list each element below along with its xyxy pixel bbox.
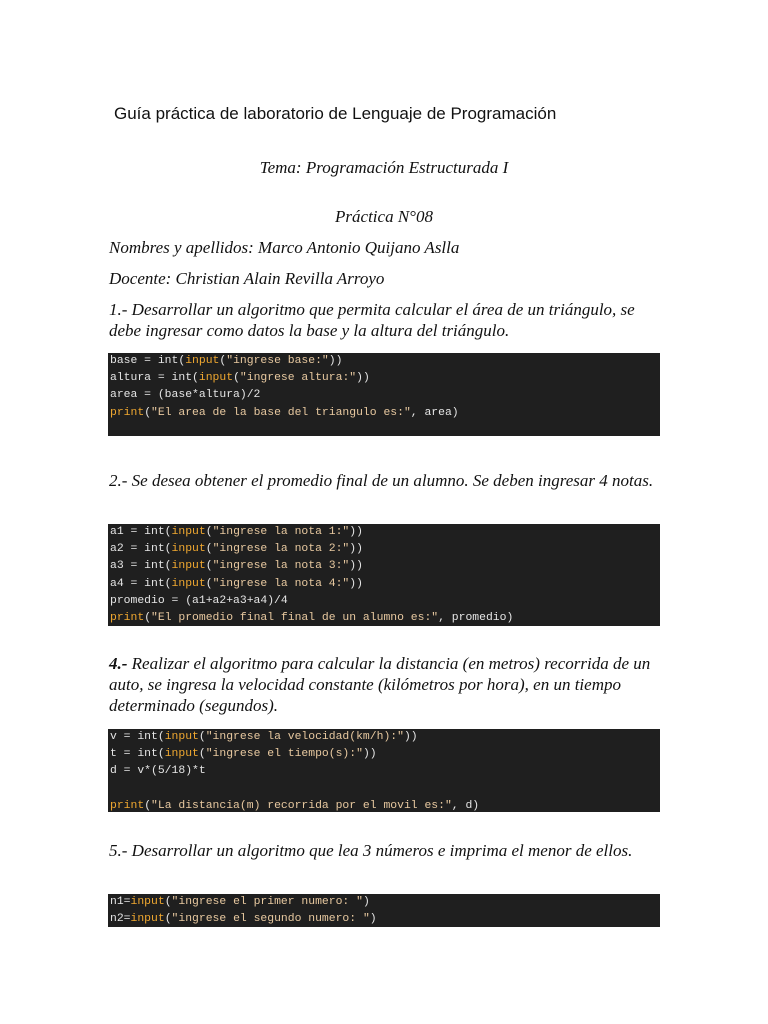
code-text: ) — [362, 896, 370, 908]
code-text: , promedio) — [438, 611, 514, 624]
code-string: "ingrese la nota 1:" — [212, 526, 350, 538]
code-line — [110, 781, 660, 798]
code-line — [110, 763, 660, 780]
code-text: , area) — [410, 406, 459, 419]
code-line — [110, 576, 660, 593]
code-text: ) — [369, 913, 377, 926]
code-line — [110, 387, 660, 404]
code-keyword: print — [110, 611, 145, 624]
code-keyword: input — [171, 577, 206, 590]
code-line — [110, 894, 660, 911]
exercise-4-text: Realizar el algoritmo para calcular la distancia (en metros) recorrida de un auto, se ingresa la velocidad constante (kilómetros por hora), en un tiempo determinado (segundos). — [109, 654, 651, 715]
code-text: )) — [328, 355, 343, 367]
code-text: n1= — [110, 896, 131, 908]
code-text: base = int( — [110, 355, 186, 367]
code-text: )) — [362, 748, 377, 761]
code-string: "ingrese altura:" — [239, 372, 357, 385]
code-text: d = v*(5/18)*t — [110, 765, 206, 778]
code-line — [110, 911, 660, 927]
code-string: "ingrese la velocidad(km/h):" — [205, 731, 404, 743]
code-text: area = (base*altura)/2 — [110, 389, 261, 402]
code-text: )) — [349, 560, 363, 573]
code-text: ( — [198, 731, 206, 743]
code-text: a4 = int( — [110, 577, 172, 590]
practice-number: Práctica N°08 — [335, 207, 433, 226]
code-line — [110, 405, 660, 422]
code-text: ( — [205, 577, 213, 590]
code-line — [110, 593, 660, 610]
code-text: )) — [349, 526, 363, 538]
code-string: "ingrese la nota 2:" — [212, 543, 350, 556]
document-title: Guía práctica de laboratorio de Lenguaje de Programación — [114, 104, 557, 123]
code-line — [110, 558, 660, 575]
code-text: ( — [205, 526, 213, 538]
code-string: "ingrese el primer numero: " — [171, 896, 363, 908]
code-keyword: print — [110, 799, 145, 812]
exercise-5-text: Desarrollar un algoritmo que lea 3 números e imprima el menor de ellos. — [127, 841, 633, 860]
exercise-2-prefix: 2.- — [109, 471, 128, 490]
code-text: , d) — [451, 799, 480, 812]
code-string: "El area de la base del triangulo es:" — [151, 406, 411, 419]
code-string: "ingrese el segundo numero: " — [171, 913, 370, 926]
code-text: promedio = (a1+a2+a3+a4)/4 — [110, 594, 288, 607]
code-text: a3 = int( — [110, 560, 172, 573]
exercise-4-statement — [109, 653, 669, 716]
code-line — [110, 729, 660, 746]
code-text: ( — [233, 372, 240, 385]
exercise-2-code — [108, 524, 660, 626]
exercise-1-statement — [109, 299, 669, 341]
code-keyword: input — [185, 355, 220, 367]
code-text: )) — [349, 577, 363, 590]
code-keyword: input — [171, 526, 206, 538]
code-text: v = int( — [110, 731, 165, 743]
code-keyword: input — [171, 543, 206, 556]
code-text: ( — [144, 406, 152, 419]
code-keyword: input — [130, 896, 165, 908]
exercise-5-statement — [109, 840, 669, 861]
code-string: "ingrese la nota 3:" — [212, 560, 350, 573]
code-line — [110, 370, 660, 387]
exercise-2-text: Se desea obtener el promedio final de un alumno. Se deben ingresar 4 notas. — [127, 471, 654, 490]
code-text: ( — [164, 913, 172, 926]
code-text: a1 = int( — [110, 526, 172, 538]
code-keyword: input — [171, 560, 206, 573]
code-keyword: print — [110, 406, 145, 419]
code-text: )) — [356, 372, 370, 385]
code-text: ( — [219, 355, 227, 367]
code-text: ( — [144, 611, 152, 624]
code-text: ( — [198, 748, 206, 761]
code-line — [110, 353, 660, 370]
exercise-2-statement — [109, 470, 669, 491]
code-line — [110, 524, 660, 541]
code-text: )) — [403, 731, 418, 743]
code-string: "ingrese la nota 4:" — [212, 577, 350, 590]
code-keyword: input — [130, 913, 165, 926]
exercise-5-prefix: 5.- — [109, 841, 128, 860]
code-text: ( — [205, 543, 213, 556]
student-names: Nombres y apellidos: Marco Antonio Quijano Aslla — [109, 238, 460, 257]
code-text: altura = int( — [110, 372, 199, 385]
code-text: t = int( — [110, 748, 165, 761]
code-string: "ingrese base:" — [226, 355, 329, 367]
topic-line: Tema: Programación Estructurada I — [259, 158, 509, 177]
exercise-4-prefix: 4.- — [109, 654, 128, 673]
code-string: "La distancia(m) recorrida por el movil es:" — [151, 799, 452, 812]
exercise-1-prefix: 1.- — [109, 300, 128, 319]
code-text: ( — [205, 560, 213, 573]
code-line — [110, 541, 660, 558]
code-string: "ingrese el tiempo(s):" — [205, 748, 363, 761]
code-text: a2 = int( — [110, 543, 172, 556]
exercise-4-code — [108, 729, 660, 812]
code-text: ( — [164, 896, 172, 908]
code-text: n2= — [110, 913, 131, 926]
code-line — [110, 610, 660, 626]
code-text: )) — [349, 543, 363, 556]
teacher-name: Docente: Christian Alain Revilla Arroyo — [109, 269, 385, 288]
code-text: ( — [144, 799, 152, 812]
code-line — [110, 746, 660, 763]
code-keyword: input — [164, 731, 199, 743]
code-line — [110, 798, 660, 812]
exercise-1-text: Desarrollar un algoritmo que permita calcular el área de un triángulo, se debe ingresar como datos la base y la altura del triángulo. — [109, 300, 635, 340]
code-keyword: input — [164, 748, 199, 761]
code-string: "El promedio final final de un alumno es:" — [151, 611, 439, 624]
code-keyword: input — [198, 372, 234, 385]
exercise-5-code — [108, 894, 660, 927]
exercise-1-code — [108, 353, 660, 436]
